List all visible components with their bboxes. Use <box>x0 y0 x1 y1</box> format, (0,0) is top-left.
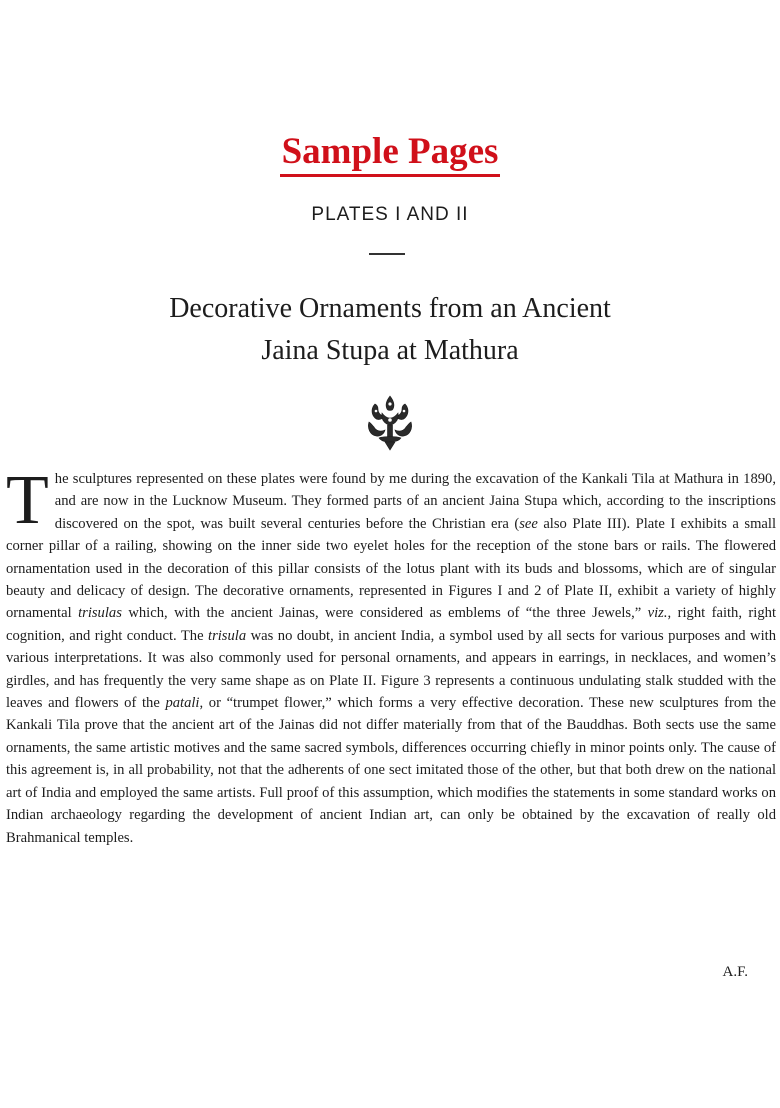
sample-pages-heading <box>0 132 780 177</box>
plates-label: PLATES I AND II <box>311 204 469 225</box>
body-text-5: was no doubt, in ancient India, a symbol used by all sects for various purposes and with various interpretations. It was also commonly used for personal ornaments, and appears in earrings, in necklaces, and women’s girdles, and has frequently the very same shape as on Plate II. Figure 3 represents a continuous undulating stalk studded with the leaves and flowers of the <box>6 627 776 712</box>
article-title <box>0 288 780 372</box>
body-italic-viz: viz. <box>647 605 668 622</box>
body-italic-see: see <box>519 515 538 532</box>
body-italic-trisulas: trisulas <box>78 605 122 622</box>
body-italic-patali: patali <box>165 695 200 712</box>
body-text-1: he sculptures represented on these plates were found by me during the excavation of the Kankali Tila at Mathura in 1890, and are now in the Lucknow Museum. They formed parts of an ancient Jaina Stupa which, according to the inscriptions discovered on the spot, was built several centuries before the Christian era ( <box>54 471 776 532</box>
trisula-ornament-icon <box>363 394 417 452</box>
drop-cap: T <box>6 462 49 539</box>
body-text-3: which, with the ancient Jainas, were considered as emblems of “the three Jewels,” <box>121 605 648 622</box>
body-italic-trisula: trisula <box>208 627 247 644</box>
article-body <box>6 462 777 849</box>
title-line-1: Decorative Ornaments from an Ancient <box>169 293 611 324</box>
body-text-2: also Plate III). Plate I exhibits a small corner pillar of a railing, showing on the inner side two eyelet holes for the reception of the stone bars or rails. The flowered ornamentation used in the decoration of this pillar consists of the lotus plant with its buds and blossoms, which are of singular beauty and delicacy of design. The decorative ornaments, represented in Figures I and 2 of Plate II, exhibit a variety of highly ornamental <box>6 515 777 622</box>
section-divider <box>369 253 405 255</box>
sample-pages-label: Sample Pages <box>280 132 501 177</box>
body-text-4: , right faith, right cognition, and right conduct. The <box>6 605 776 644</box>
body-text-6: , or “trumpet flower,” which forms a very effective decoration. These new sculptures from the Kankali Tila prove that the ancient art of the Jainas did not differ materially from that of the Bauddhas. Both sects use the same ornaments, the same artistic motives and the same sacred symbols, differences occurring chiefly in minor points only. The cause of this agreement is, in all probability, not that the adherents of one sect imitated those of the other, but that both drew on the national art of India and employed the same artists. Full proof of this assumption, which modifies the statements in some standard works on Indian archaeology regarding the development of ancient Indian art, can only be obtained by the excavation of really old Brahmanical temples. <box>6 695 776 846</box>
author-signature: A.F. <box>722 964 748 980</box>
title-line-2: Jaina Stupa at Mathura <box>261 335 519 366</box>
